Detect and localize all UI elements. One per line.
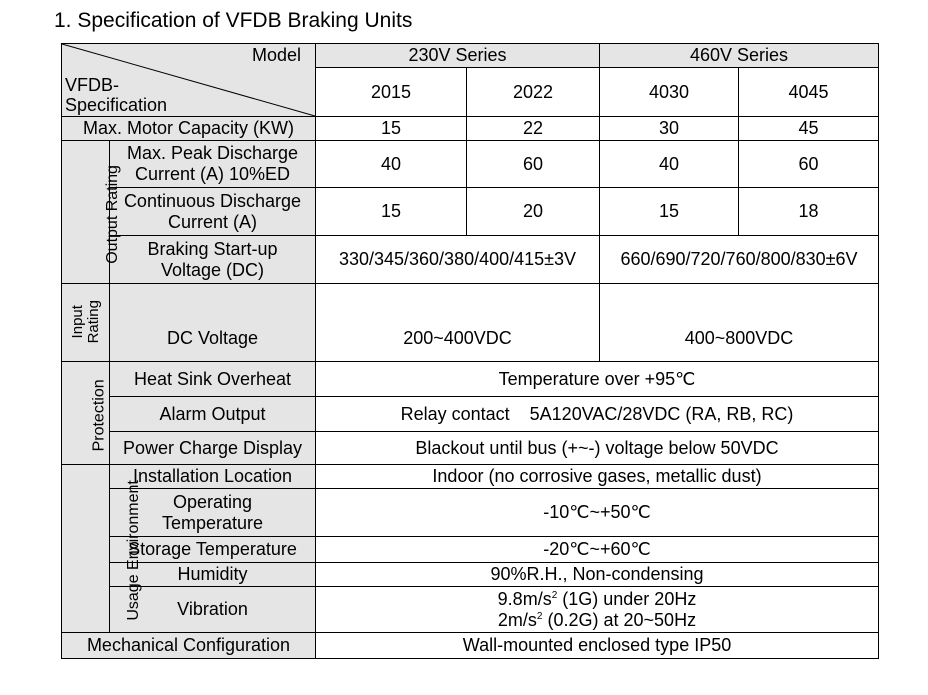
installation-label: Installation Location — [110, 465, 316, 489]
operating-temperature-label-line1: Operating — [172, 491, 253, 512]
storage-temperature-value: -20℃~+60℃ — [316, 537, 879, 563]
page-title: 1. Specification of VFDB Braking Units — [54, 9, 413, 32]
humidity-label: Humidity — [110, 563, 316, 587]
peak-discharge-value: 40 — [600, 141, 739, 188]
row-max-motor — [62, 117, 879, 141]
row-peak-discharge — [62, 141, 879, 188]
row-alarm-output — [62, 397, 879, 432]
max-motor-value: 45 — [739, 117, 879, 141]
peak-discharge-value: 60 — [467, 141, 600, 188]
heat-sink-value: Temperature over +95℃ — [316, 362, 879, 397]
peak-discharge-label-line1: Max. Peak Discharge — [126, 143, 299, 164]
input-rating-group — [62, 284, 110, 362]
max-motor-value: 22 — [467, 117, 600, 141]
dc-voltage-label: DC Voltage — [110, 284, 316, 362]
continuous-discharge-label-line1: Continuous Discharge — [123, 190, 302, 211]
braking-startup-value-460v: 660/690/720/760/800/830±6V — [600, 236, 879, 284]
peak-discharge-label-line2: Current (A) 10%ED — [134, 164, 291, 184]
operating-temperature-value: -10℃~+50℃ — [316, 489, 879, 537]
vibration-line2-exponent: 2 — [536, 610, 543, 622]
row-installation — [62, 465, 879, 489]
input-rating-label-line1: Input — [68, 305, 86, 339]
model-2015: 2015 — [316, 68, 467, 117]
output-rating-group — [62, 141, 121, 284]
row-braking-startup — [62, 236, 879, 284]
humidity-value: 90%R.H., Non-condensing — [316, 563, 879, 587]
row-power-charge — [62, 432, 879, 465]
braking-startup-value-230v: 330/345/360/380/400/415±3V — [316, 236, 600, 284]
usage-environment-label: Usage Environment — [124, 480, 142, 621]
max-motor-value: 30 — [600, 117, 739, 141]
model-4045: 4045 — [739, 68, 879, 117]
max-motor-value: 15 — [316, 117, 467, 141]
power-charge-value: Blackout until bus (+~-) voltage below 50VDC — [316, 432, 879, 465]
vibration-value — [316, 587, 879, 633]
operating-temperature-label-line2: Temperature — [161, 512, 264, 533]
continuous-discharge-value: 20 — [467, 188, 600, 236]
row-dc-voltage — [62, 284, 879, 362]
alarm-output-label: Alarm Output — [110, 397, 316, 432]
continuous-discharge-label — [110, 188, 316, 236]
specification-label — [65, 75, 167, 116]
continuous-discharge-value: 15 — [600, 188, 739, 236]
row-mechanical — [62, 633, 879, 659]
braking-startup-label — [110, 236, 316, 284]
header-diagonal-cell — [62, 44, 316, 117]
braking-startup-label-line2: Voltage (DC) — [160, 259, 265, 280]
series-230v: 230V Series — [316, 44, 600, 68]
output-rating-label: Output Rating — [103, 164, 121, 264]
peak-discharge-value: 40 — [316, 141, 467, 188]
vibration-line1-suffix: (1G) under 20Hz — [557, 588, 697, 609]
braking-startup-label-line1: Braking Start-up — [147, 238, 278, 259]
continuous-discharge-label-line2: Current (A) — [167, 211, 257, 232]
vibration-line1 — [318, 589, 876, 610]
row-operating-temperature — [62, 489, 879, 537]
row-continuous-discharge — [62, 188, 879, 236]
alarm-output-value: Relay contact 5A120VAC/28VDC (RA, RB, RC) — [316, 397, 879, 432]
heat-sink-label: Heat Sink Overheat — [110, 362, 316, 397]
usage-environment-group — [62, 465, 142, 633]
vibration-line2-text: 2m/s — [497, 609, 537, 630]
row-heat-sink — [62, 362, 879, 397]
row-storage-temperature — [62, 537, 879, 563]
protection-group — [62, 362, 110, 465]
continuous-discharge-value: 18 — [739, 188, 879, 236]
continuous-discharge-value: 15 — [316, 188, 467, 236]
peak-discharge-value: 60 — [739, 141, 879, 188]
vibration-label: Vibration — [110, 587, 316, 633]
storage-temperature-label: Storage Temperature — [110, 537, 316, 563]
vibration-line1-text: 9.8m/s — [497, 588, 552, 609]
specification-label-line1: VFDB- — [65, 74, 119, 95]
model-2022: 2022 — [467, 68, 600, 117]
power-charge-label: Power Charge Display — [110, 432, 316, 465]
protection-label: Protection — [90, 378, 108, 452]
row-humidity — [62, 563, 879, 587]
max-motor-label: Max. Motor Capacity (KW) — [62, 117, 316, 141]
dc-voltage-value-230v: 200~400VDC — [316, 284, 600, 362]
dc-voltage-value-460v: 400~800VDC — [600, 284, 879, 362]
input-rating-label — [70, 300, 102, 343]
row-vibration — [62, 587, 879, 633]
model-label: Model — [251, 45, 301, 65]
mechanical-value: Wall-mounted enclosed type IP50 — [316, 633, 879, 659]
header-row-series — [62, 44, 879, 68]
specification-label-line2: Specification — [65, 95, 168, 116]
vibration-line2 — [318, 610, 876, 631]
series-460v: 460V Series — [600, 44, 879, 68]
input-rating-label-line2: Rating — [84, 300, 102, 344]
vibration-line1-exponent: 2 — [551, 589, 558, 601]
peak-discharge-label — [110, 141, 316, 188]
spec-table — [61, 43, 879, 659]
vibration-line2-suffix: (0.2G) at 20~50Hz — [542, 609, 697, 630]
model-4030: 4030 — [600, 68, 739, 117]
mechanical-label: Mechanical Configuration — [62, 633, 316, 659]
installation-value: Indoor (no corrosive gases, metallic dust) — [316, 465, 879, 489]
